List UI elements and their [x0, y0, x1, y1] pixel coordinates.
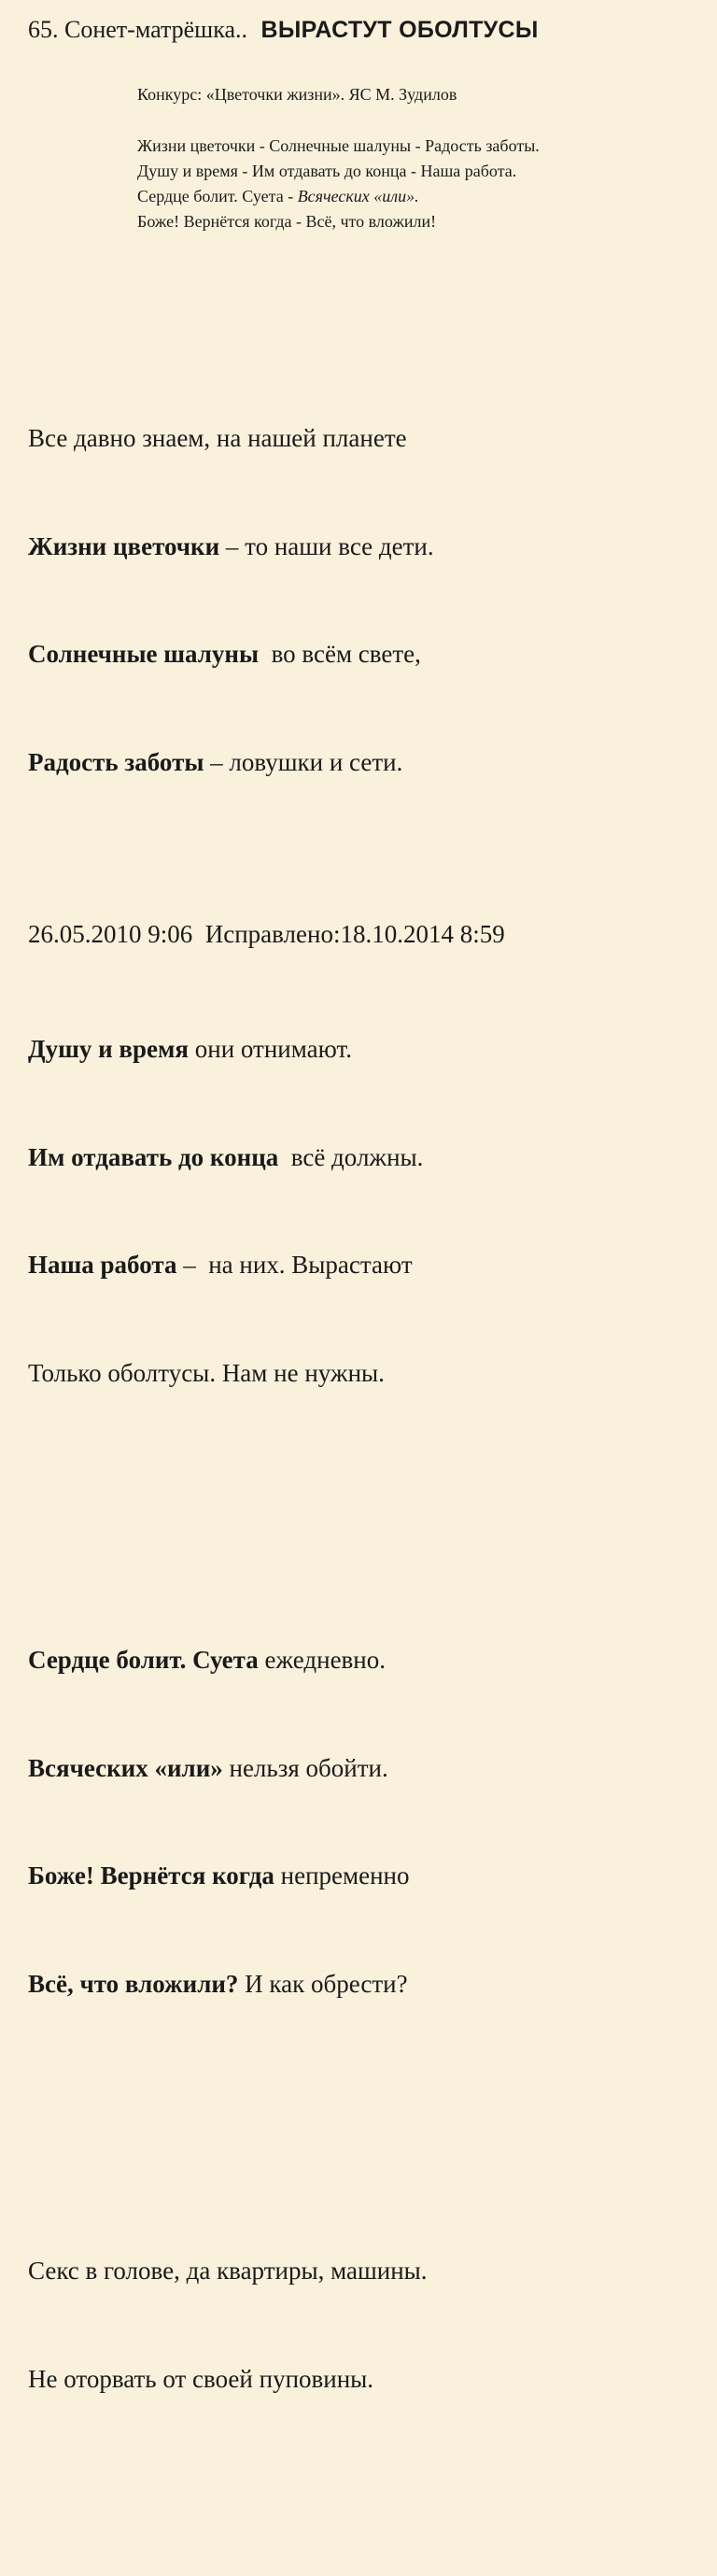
verse-bold: Им отдавать до конца	[28, 1142, 279, 1171]
verse-text: они отнимают.	[189, 1035, 352, 1063]
verse-text: Секс в голове, да квартиры, машины.	[28, 2257, 428, 2285]
verse-bold: Солнечные шалуны	[28, 640, 260, 668]
verse-line	[28, 420, 434, 457]
epigraph-italic-text: Всяческих «или».	[297, 187, 419, 205]
verse-text: Не оторвать от своей пуповины.	[28, 2364, 374, 2393]
poem-header	[28, 13, 539, 47]
epigraph-line	[137, 184, 540, 209]
stanza-4	[28, 2181, 434, 2469]
verse-bold: Всяческих «или»	[28, 1753, 223, 1782]
epigraph-text: Боже! Вернётся когда - Всё, что вложили!	[137, 212, 437, 231]
verse-bold: Боже! Вернётся когда	[28, 1861, 274, 1890]
poem-title: ВЫРАСТУТ ОБОЛТУСЫ	[260, 17, 539, 43]
poem-body	[28, 276, 434, 2576]
poem-number: 65. Сонет-матрёшка..	[28, 16, 247, 43]
verse-line	[28, 636, 434, 672]
verse-bold: Всё, что вложили?	[28, 1969, 239, 1998]
epigraph-line	[137, 209, 540, 234]
verse-bold: Жизни цветочки	[28, 531, 220, 560]
verse-line	[28, 1031, 434, 1068]
date-line: 26.05.2010 9:06 Исправлено:18.10.2014 8:59	[28, 920, 505, 948]
verse-bold: Сердце болит. Суета	[28, 1646, 259, 1674]
verse-line	[28, 1750, 434, 1787]
verse-text: Только оболтусы. Нам не нужны.	[28, 1358, 385, 1387]
verse-text: – ловушки и сети.	[204, 747, 403, 776]
verse-text: во всём свете,	[259, 640, 421, 668]
verse-line	[28, 1247, 434, 1283]
verse-text: ежедневно.	[258, 1646, 386, 1674]
verse-text: – то наши все дети.	[219, 531, 434, 560]
epigraph-text: Сердце болит. Суета -	[137, 187, 298, 205]
verse-text: Все давно знаем, на нашей планете	[28, 424, 407, 452]
verse-bold: Душу и время	[28, 1035, 190, 1063]
epigraph-line	[137, 134, 540, 159]
verse-line	[28, 1858, 434, 1894]
epigraph-text: Душу и время - Им отдавать до конца - Наша работа.	[137, 162, 517, 180]
verse-line	[28, 2361, 434, 2398]
verse-line	[28, 1139, 434, 1176]
verse-line	[28, 1966, 434, 2003]
verse-text: непременно	[274, 1861, 410, 1890]
verse-bold: Наша работа	[28, 1251, 177, 1279]
verse-line	[28, 744, 434, 781]
verse-line	[28, 1355, 434, 1392]
stanza-3	[28, 1570, 434, 2074]
verse-bold: Радость заботы	[28, 747, 204, 776]
verse-text: всё должны.	[278, 1142, 424, 1171]
verse-line	[28, 529, 434, 565]
verse-text: нельзя обойти.	[222, 1753, 388, 1782]
epigraph-line	[137, 159, 540, 184]
stanza-2	[28, 959, 434, 1463]
contest-line: Конкурс: «Цветочки жизни». ЯС М. Зудилов	[137, 85, 457, 104]
epigraph-text: Жизни цветочки - Солнечные шалуны - Радость заботы.	[137, 136, 540, 155]
verse-line	[28, 2253, 434, 2289]
stanza-1	[28, 348, 434, 852]
verse-text: И как обрести?	[238, 1969, 408, 1998]
verse-text: – на них. Вырастают	[176, 1251, 413, 1279]
verse-line	[28, 1642, 434, 1678]
epigraph	[137, 134, 540, 234]
